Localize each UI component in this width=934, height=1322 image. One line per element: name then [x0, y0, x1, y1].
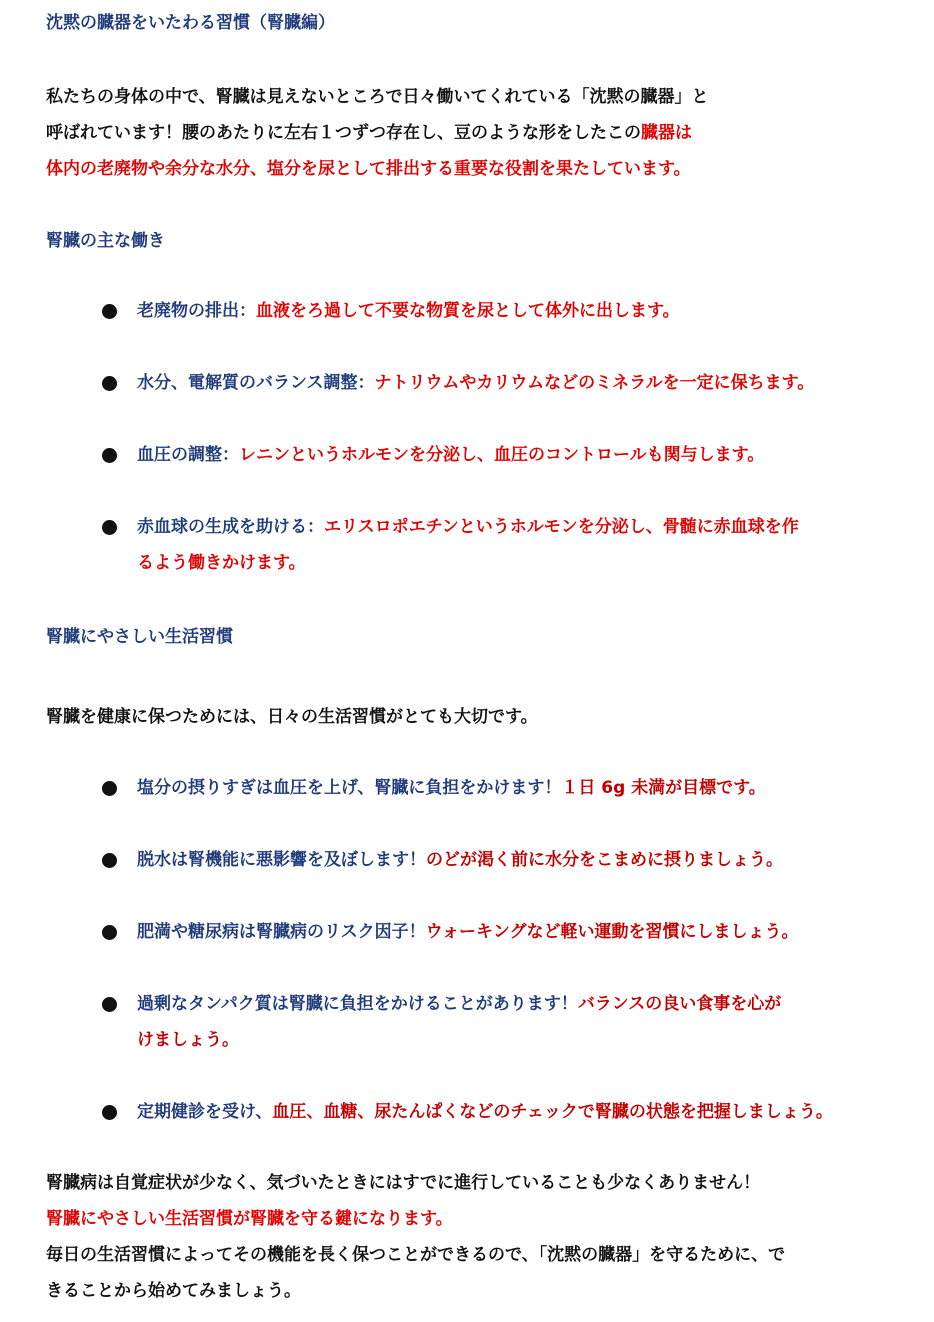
list-item-desc: ナトリウムやカリウムなどのミネラルを一定に保ちます。 [374, 373, 815, 393]
list-item-desc: レニンというホルモンを分泌し、血圧のコントロールも関与します。 [239, 445, 765, 465]
intro-line-2-highlight: 臓器は [641, 123, 692, 143]
bullet-icon [102, 376, 117, 391]
list-item-label: 塩分の摂りすぎは血圧を上げ、腎臓に負担をかけます！ [137, 778, 562, 798]
list-item-desc: エリスロポエチンというホルモンを分泌し、骨髄に赤血球を作 [324, 517, 799, 537]
intro-line-2-text: 呼ばれています！腰のあたりに左右１つずつ存在し、豆のような形をしたこの [46, 123, 641, 143]
section-heading-functions: 腎臓の主な働き [46, 231, 165, 251]
list-item-label: 脱水は腎機能に悪影響を及ぼします！ [137, 850, 426, 870]
bullet-icon [102, 448, 117, 463]
list-item-label: 血圧の調整： [137, 445, 239, 465]
list-item-label: 過剰なタンパク質は腎臓に負担をかけることがあります！ [137, 994, 578, 1014]
list-item-text [137, 365, 814, 401]
list-item-desc-cont: けましょう。 [137, 1030, 239, 1050]
intro-line-1: 私たちの身体の中で、腎臓は見えないところで日々働いてくれている「沈黙の臓器」と [46, 87, 709, 107]
list-item-text [137, 509, 799, 545]
bullet-icon [102, 520, 117, 535]
list-item-desc-cont: るよう働きかけます。 [137, 553, 306, 573]
list-item-label: 定期健診を受け、 [137, 1102, 273, 1122]
page-title: 沈黙の臓器をいたわる習慣（腎臓編） [46, 13, 335, 33]
list-item-desc: 血液をろ過して不要な物質を尿として体外に出します。 [256, 301, 680, 321]
list-item-text [137, 437, 764, 473]
list-item-text [137, 914, 798, 950]
list-item-text [137, 1094, 833, 1130]
list-item-desc: バランスの良い食事を心が [577, 994, 782, 1014]
closing-line-3: 毎日の生活習慣によってその機能を長く保つことができるので、「沈黙の臓器」を守るために、で [46, 1245, 786, 1265]
list-item-label: 水分、電解質のバランス調整： [137, 373, 375, 393]
bullet-icon [102, 304, 117, 319]
list-item-text [137, 293, 680, 329]
list-item-text [137, 770, 766, 806]
list-item-desc: のどが渇く前に水分をこまめに摂りましょう。 [426, 850, 783, 870]
list-item-desc: ウォーキングなど軽い運動を習慣にしましょう。 [425, 922, 799, 942]
bullet-icon [102, 1105, 117, 1120]
closing-line-2: 腎臓にやさしい生活習慣が腎臓を守る鍵になります。 [46, 1209, 453, 1229]
list-item-text [137, 842, 783, 878]
bullet-icon [102, 781, 117, 796]
section-heading-habits: 腎臓にやさしい生活習慣 [46, 627, 233, 647]
list-item-label: 赤血球の生成を助ける： [137, 517, 324, 537]
bullet-icon [102, 853, 117, 868]
intro-line-3: 体内の老廃物や余分な水分、塩分を尿として排出する重要な役割を果たしています。 [46, 159, 691, 179]
list-item-label: 老廃物の排出： [137, 301, 256, 321]
list-item-desc: １日 6g 未満が目標です。 [561, 778, 766, 798]
list-item-label: 肥満や糖尿病は腎臓病のリスク因子！ [137, 922, 426, 942]
section-lead: 腎臓を健康に保つためには、日々の生活習慣がとても大切です。 [46, 707, 538, 727]
closing-line-1: 腎臓病は自覚症状が少なく、気づいたときにはすでに進行していることも少なくありません！ [46, 1173, 761, 1193]
list-item-desc: 血圧、血糖、尿たんぱくなどのチェックで腎臓の状態を把握しましょう。 [272, 1102, 833, 1122]
bullet-icon [102, 997, 117, 1012]
bullet-icon [102, 925, 117, 940]
list-item-text [137, 986, 781, 1022]
intro-line-2 [46, 122, 692, 144]
closing-line-4: きることから始めてみましょう。 [46, 1281, 301, 1301]
